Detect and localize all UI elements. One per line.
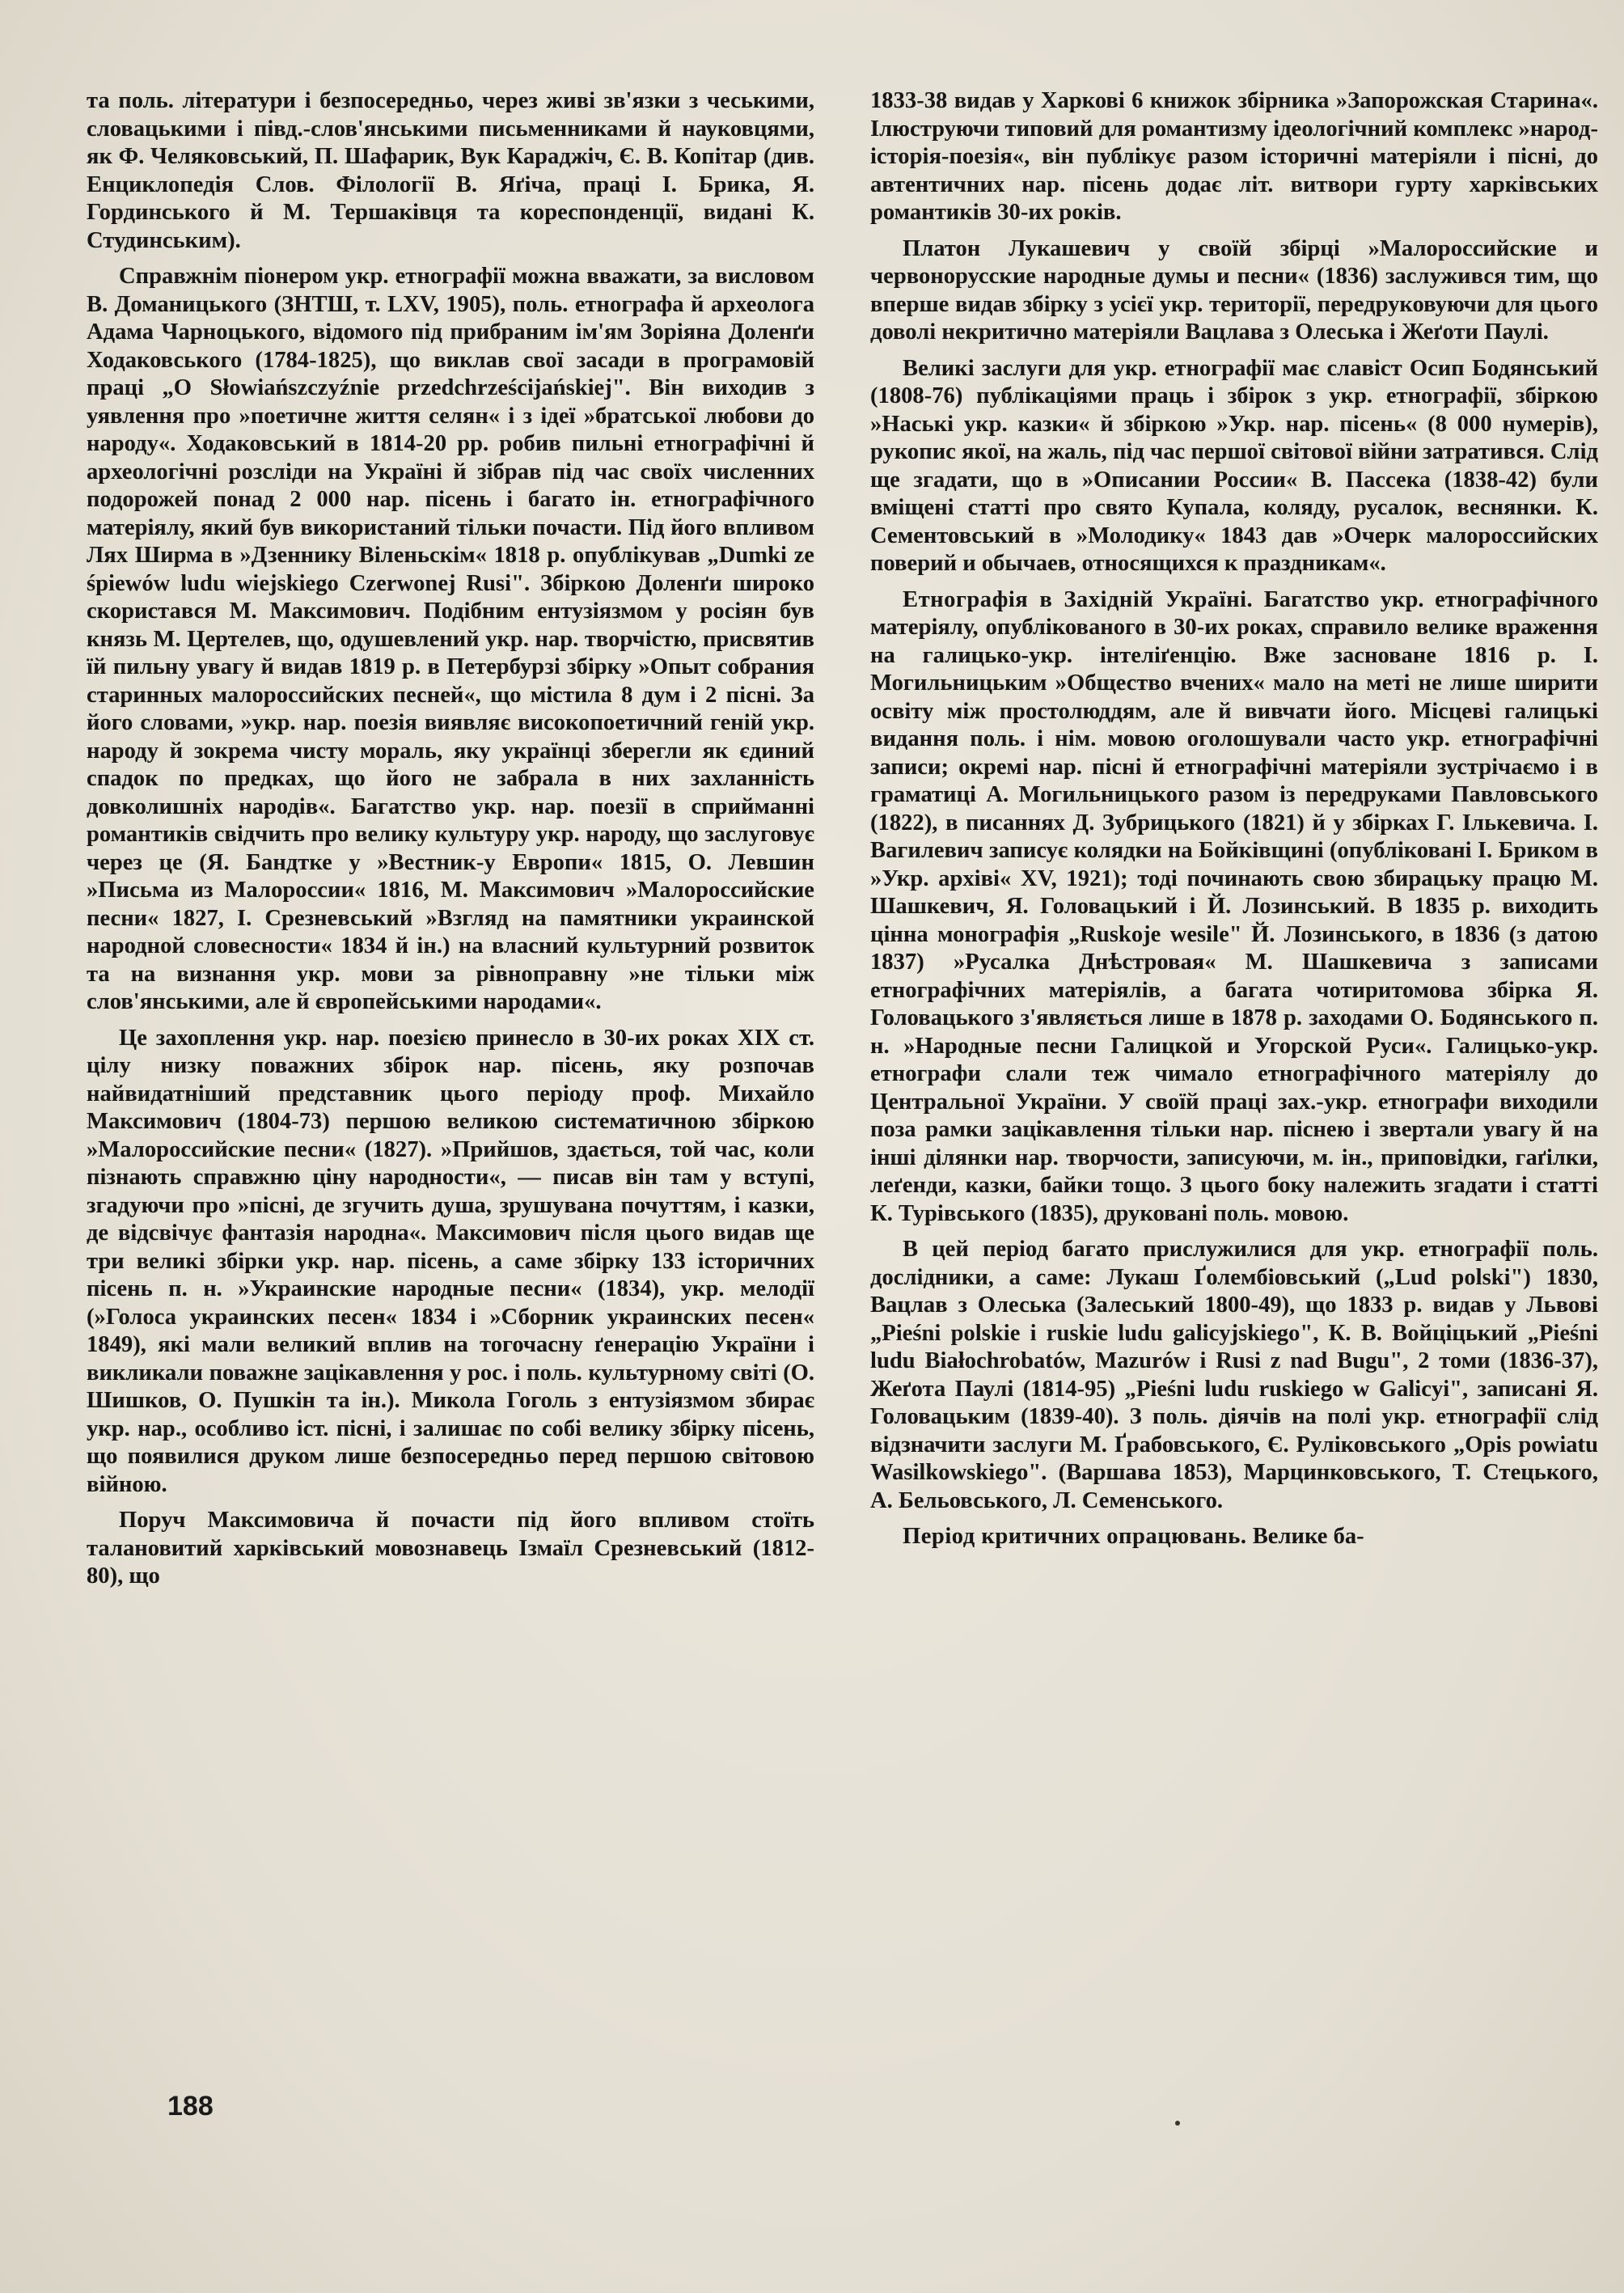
- paragraph: Платон Лукашевич у своїй збірці »Малороссийские и червонорусские народные думы и песни« (1836) заслужився тим, що вперше видав збірку з усієї укр. території, передруковуючи для цього доволі некритично матеріяли Вацлава з Олеська і Жеґоти Паулі.: [870, 235, 1598, 345]
- right-text-column: [870, 87, 1598, 1559]
- section-heading: Період критичних опрацювань.: [903, 1524, 1247, 1549]
- print-speck: [1175, 2121, 1180, 2126]
- paragraph: В цей період багато прислужилися для укр. етнографії поль. дослідники, а саме: Лукаш Ґолембіовський („Lud polski") 1830, Вацлав з Олеська (Залеський 1800-49), що 1833 р. видав у Львові „Pieśni polskie i ruskie ludu galicyjskiego", К. В. Войціцький „Pieśni ludu Białochrobatów, Mazurów i Rusi z nad Bugu", 2 томи (1836-37), Жеґота Паулі (1814-95) „Pieśni ludu ruskiego w Galicyi", записані Я. Головацьким (1839-40). З поль. діячів на полі укр. етнографії слід відзначити заслуги М. Ґрабовського, Є. Руліковського „Opis powiatu Wasilkowskiego". (Варшава 1853), Марцинковського, Т. Стецького, А. Бельовського, Л. Семенського.: [870, 1237, 1598, 1513]
- page-number: 188: [167, 2091, 214, 2122]
- paragraph: 1833-38 видав у Харкові 6 книжок збірника »Запорожская Старина«. Ілюструючи типовий для романтизму ідеологічний комплекс »народ-історія-поезія«, він публікує разом історичні матеріяли і пісні, до автентичних нар. пісень додає літ. витвори гурту харківських романтиків 30-их років.: [870, 88, 1598, 225]
- paragraph: Це захоплення укр. нар. поезією принесло в 30-их роках ХІХ ст. цілу низку поважних збірок нар. пісень, яку розпочав найвидатніший представник цього періоду проф. Михайло Максимович (1804-73) першою великою систематичною збіркою »Малороссийские песни« (1827). »Прийшов, здається, той час, коли пізнають справжню ціну народности«, — писав він там у вступі, згадуючи про »пісні, де згучить душа, зрушувана почуттям, і казки, де відсвічує фантазія народна«. Максимович після цього видав ще три великі збірки укр. нар. пісень, а саме збірку 133 історичних пісень п. н. »Украинские народные песни« (1834), укр. мелодії (»Голоса украинских песен« 1834 і »Сборник украинских песен« 1849), які мали великий вплив на тогочасну ґенерацію України і викликали поважне зацікавлення у рос. і поль. культурному світі (О. Шишков, О. Пушкін та ін.). Микола Гоголь з ентузіязмом збирає укр. нар., особливо іст. пісні, і залишає по собі велику збірку пісень, що появилися друком лише безпосередньо перед першою світовою війною.: [87, 1025, 814, 1497]
- paragraph-text: Велике ба-: [1246, 1524, 1364, 1549]
- section-heading: Етнографія в Західній Україні.: [903, 586, 1254, 612]
- left-text-column: [87, 87, 814, 1599]
- paragraph: Поруч Максимовича й почасти під його впливом стоїть талановитий харківський мовознавець Ізмаїл Срезневський (1812-80), що: [87, 1508, 814, 1589]
- paragraph: Великі заслуги для укр. етнографії має славіст Осип Бодянський (1808-76) публікаціями праць і збірок з укр. етнографії, збіркою »Наські укр. казки« й збіркою »Укр. нар. пісень« (8 000 нумерів), рукопис якої, на жаль, під час першої світової війни затратився. Слід ще згадати, що в »Описании России« В. Пассека (1838-42) були вміщені статті про свято Купала, коляду, русалок, веснянки. К. Сементовський в »Молодику« 1843 дав »Очерк малороссийских поверий и обычаев, относящихся к праздникам«.: [870, 355, 1598, 576]
- paragraph: Справжнім піонером укр. етнографії можна вважати, за висловом В. Доманицького (ЗНТШ, т. LXV, 1905), поль. етнографа й археолога Адама Чарноцького, відомого під прибраним ім'ям Зоріяна Доленґи Ходаковського (1784-1825), що виклав свої засади в програмовій праці „O Słowiańszczyźnie przedchrześcijańskiej". Він виходив з уявлення про »поетичне життя селян« і з ідеї »братської любови до народу«. Ходаковський в 1814-20 рр. робив пильні етнографічні й археологічні розсліди на Україні й зібрав під час своїх численних подорожей понад 2 000 нар. пісень і багато ін. етнографічного матеріялу, який був використаний тільки почасти. Під його впливом Лях Ширма в »Дзеннику Віленьскім« 1818 р. опублікував „Dumki ze śpiewów ludu wiejskiego Czerwonej Rusi". Збіркою Доленґи широко скористався М. Максимович. Подібним ентузіязмом у росіян був князь М. Цертелев, що, одушевлений укр. нар. творчістю, присвятив їй пильну увагу й видав 1819 р. в Петербурзі збірку »Опыт собрания старинных малороссийских песней«, що містила 8 дум і 2 пісні. За його словами, »укр. нар. поезія виявляє високопоетичний геній укр. народу й зокрема чисту мораль, яку українці зберегли як єдиний спадок по предках, що його не забрала в них захланність довколишніх народів«. Багатство укр. нар. поезії в сприйманні романтиків свідчить про велику культуру укр. народу, що заслуговує через це (Я. Бандтке у »Вестник-у Европи« 1815, О. Левшин »Письма из Малороссии« 1816, М. Максимович »Малороссийские песни« 1827, І. Срезневський »Взгляд на памятники украинской народной словесности« 1834 й ін.) на власний культурний розвиток та на визнання укр. мови за рівноправну »не тільки між слов'янськими, але й європейськими народами«.: [87, 264, 814, 1014]
- paragraph: [870, 586, 1598, 1229]
- paragraph: та поль. літератури і безпосередньо, через живі зв'язки з чеськими, словацькими і півд.-слов'янськими письменниками й науковцями, як Ф. Челяковський, П. Шафарик, Вук Караджіч, Є. В. Копітар (див. Енциклопедія Слов. Філології В. Яґіча, праці І. Брика, Я. Гординського й М. Тершаківця та кореспонденції, видані К. Студинським).: [87, 88, 814, 253]
- paragraph: [870, 1523, 1598, 1551]
- paragraph-text: Багатство укр. етнографічного матеріялу, опублікованого в 30-их роках, справило велике враження на галицько-укр. інтеліґенцію. Вже засноване 1816 р. І. Могильницьким »Общество вчених« мало на меті не лише ширити освіту між простолюддям, але й вивчати його. Місцеві галицькі видання поль. і нім. мовою оголошували часто укр. етнографічні записи; окремі нар. пісні й етнографічні матеріяли зустрічаємо і в граматиці А. Могильницького разом із передруками Павловського (1822), в писаннях Д. Зубрицького (1821) й у збірках Г. Ількевича. І. Вагилевич записує колядки на Бойківщині (опубліковані І. Бриком в »Укр. архіві« XV, 1921); тоді починають свою збирацьку працю М. Шашкевич, Я. Головацький і Й. Лозинський. В 1835 р. виходить цінна монографія „Ruskoje wesile" Й. Лозинського, в 1836 (з датою 1837) »Русалка Днѣстровая« М. Шашкевича з записами етнографічних матеріялів, а багата чотиритомова збірка Я. Головацького з'являється лише в 1878 р. заходами О. Бодянського п. н. »Народные песни Галицкой и Угорской Руси«. Галицько-укр. етнографи слали теж чимало етнографічного матеріялу до Центральної України. У своїй праці зах.-укр. етнографи виходили поза рамки зацікавлення тільки нар. піснею і звертали увагу й на інші ділянки нар. творчости, записуючи, м. ін., приповідки, гаґілки, леґенди, казки, байки тощо. З цього боку належить згадати і статті К. Турівського (1835), друковані поль. мовою.: [870, 586, 1598, 1226]
